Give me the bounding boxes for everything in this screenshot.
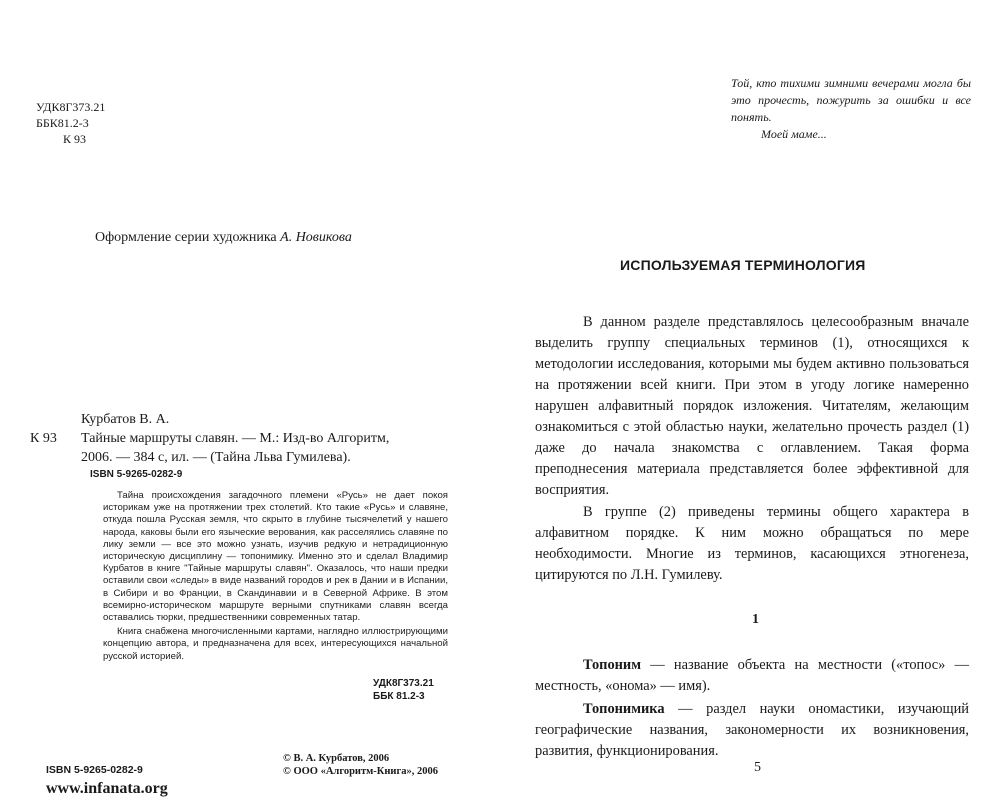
term-list	[535, 655, 969, 764]
series-design-credit	[95, 230, 352, 246]
bbk-bottom-code: ББК 81.2-3	[373, 691, 425, 702]
author-mark: К 93	[63, 132, 87, 146]
website-watermark: www.infanata.org	[46, 780, 168, 797]
term-entry	[535, 655, 969, 697]
book-abstract	[103, 490, 448, 665]
copyright-publisher: © ООО «Алгоритм-Книга», 2006	[283, 766, 439, 777]
right-page	[500, 0, 1000, 800]
section-title: ИСПОЛЬЗУЕМАЯ ТЕРМИНОЛОГИЯ	[620, 257, 866, 273]
catalog-title-row	[30, 429, 470, 448]
abstract-paragraph: Тайна происхождения загадочного племени «Русь» не дает покоя историкам уже на протяжении трех столетий. Кто такие «Русь» и славяне, откуда пошла Русская земля, что скрыто в глубине тысячелетий у нашего народа, каковы были его языческие верования, как расселялись славяне по лику земли — все это можно узнать, изучив редкую и нетрадиционную историческую дисциплину — топонимику. Именно это и сделал Владимир Курбатов в книге "Тайные маршруты славян". Оказалось, что наши предки оставили свои «следы» в виде названий городов и рек в Дании и в Испании, в Сибири и во Франции, в Скандинавии и в Северной Африке. В этом всемирно-историческом маршруте верными спутниками славян всегда оставались тюрки, предшественники современных татар.	[103, 490, 448, 624]
epigraph	[731, 75, 971, 143]
epigraph-dedication: Моей маме...	[761, 127, 827, 141]
catalog-code: К 93	[30, 431, 57, 446]
term-definition: — название объекта на местности («топос» — местность, «онома» — имя).	[535, 657, 969, 694]
term-entry	[535, 699, 969, 762]
page-number: 5	[754, 760, 761, 775]
catalog-continuation: 2006. — 384 с, ил. — (Тайна Льва Гумилева).	[81, 450, 351, 465]
term-definition: — раздел науки ономастики, изучающий географические названия, закономерности их возникновения, развития, функционирования.	[535, 701, 969, 759]
body-paragraph: В данном разделе представлялось целесообразным вначале выделить группу специальных терминов (1), относящихся к методологии исследования, которыми мы будем активно пользоваться на протяжении всей книги. При этом в угоду логике намеренно нарушен алфавитный порядок изложения. Читателям, желающим ознакомиться с этой областью науки, желательно прочесть раздел (1) даже до начала знакомства с оглавлением. Такая форма преподнесения материала представляется более эффективной для восприятия.	[535, 314, 969, 498]
epigraph-text: Той, кто тихими зимними вечерами могла бы это прочесть, пожурить за ошибки и все понять.	[731, 76, 971, 124]
catalog-title-line: Тайные маршруты славян. — М.: Изд-во Алгоритм,	[81, 431, 390, 446]
design-credit-artist: А. Новикова	[280, 230, 352, 245]
copyright-block	[283, 752, 438, 778]
body-paragraph: В группе (2) приведены термины общего характера в алфавитном порядке. К ним можно обращаться по мере необходимости. Многие из терминов, касающихся этногенеза, цитируются по Л.Н. Гумилеву.	[535, 504, 969, 583]
catalog-record	[30, 410, 470, 483]
catalog-isbn: ISBN 5-9265-0282-9	[90, 469, 183, 480]
udk-bottom-block	[373, 677, 434, 703]
udk-classification-block	[36, 99, 105, 147]
term-name: Топоним	[583, 657, 642, 673]
term-name: Топонимика	[583, 701, 665, 717]
isbn-bottom: ISBN 5-9265-0282-9	[46, 764, 143, 776]
udk-bottom-code: УДК8Г373.21	[373, 678, 434, 689]
abstract-paragraph: Книга снабжена многочисленными картами, наглядно иллюстрирующими концепцию автора, и предназначена для всех, интересующихся начальной русской историей.	[103, 626, 448, 662]
bbk-code: ББК81.2-3	[36, 116, 89, 130]
catalog-author: Курбатов В. А.	[81, 412, 170, 427]
copyright-author: © В. А. Курбатов, 2006	[283, 753, 390, 764]
section-body	[535, 312, 969, 587]
design-credit-text: Оформление серии художника	[95, 230, 277, 245]
term-group-number: 1	[752, 612, 759, 627]
udk-code: УДК8Г373.21	[36, 100, 106, 114]
